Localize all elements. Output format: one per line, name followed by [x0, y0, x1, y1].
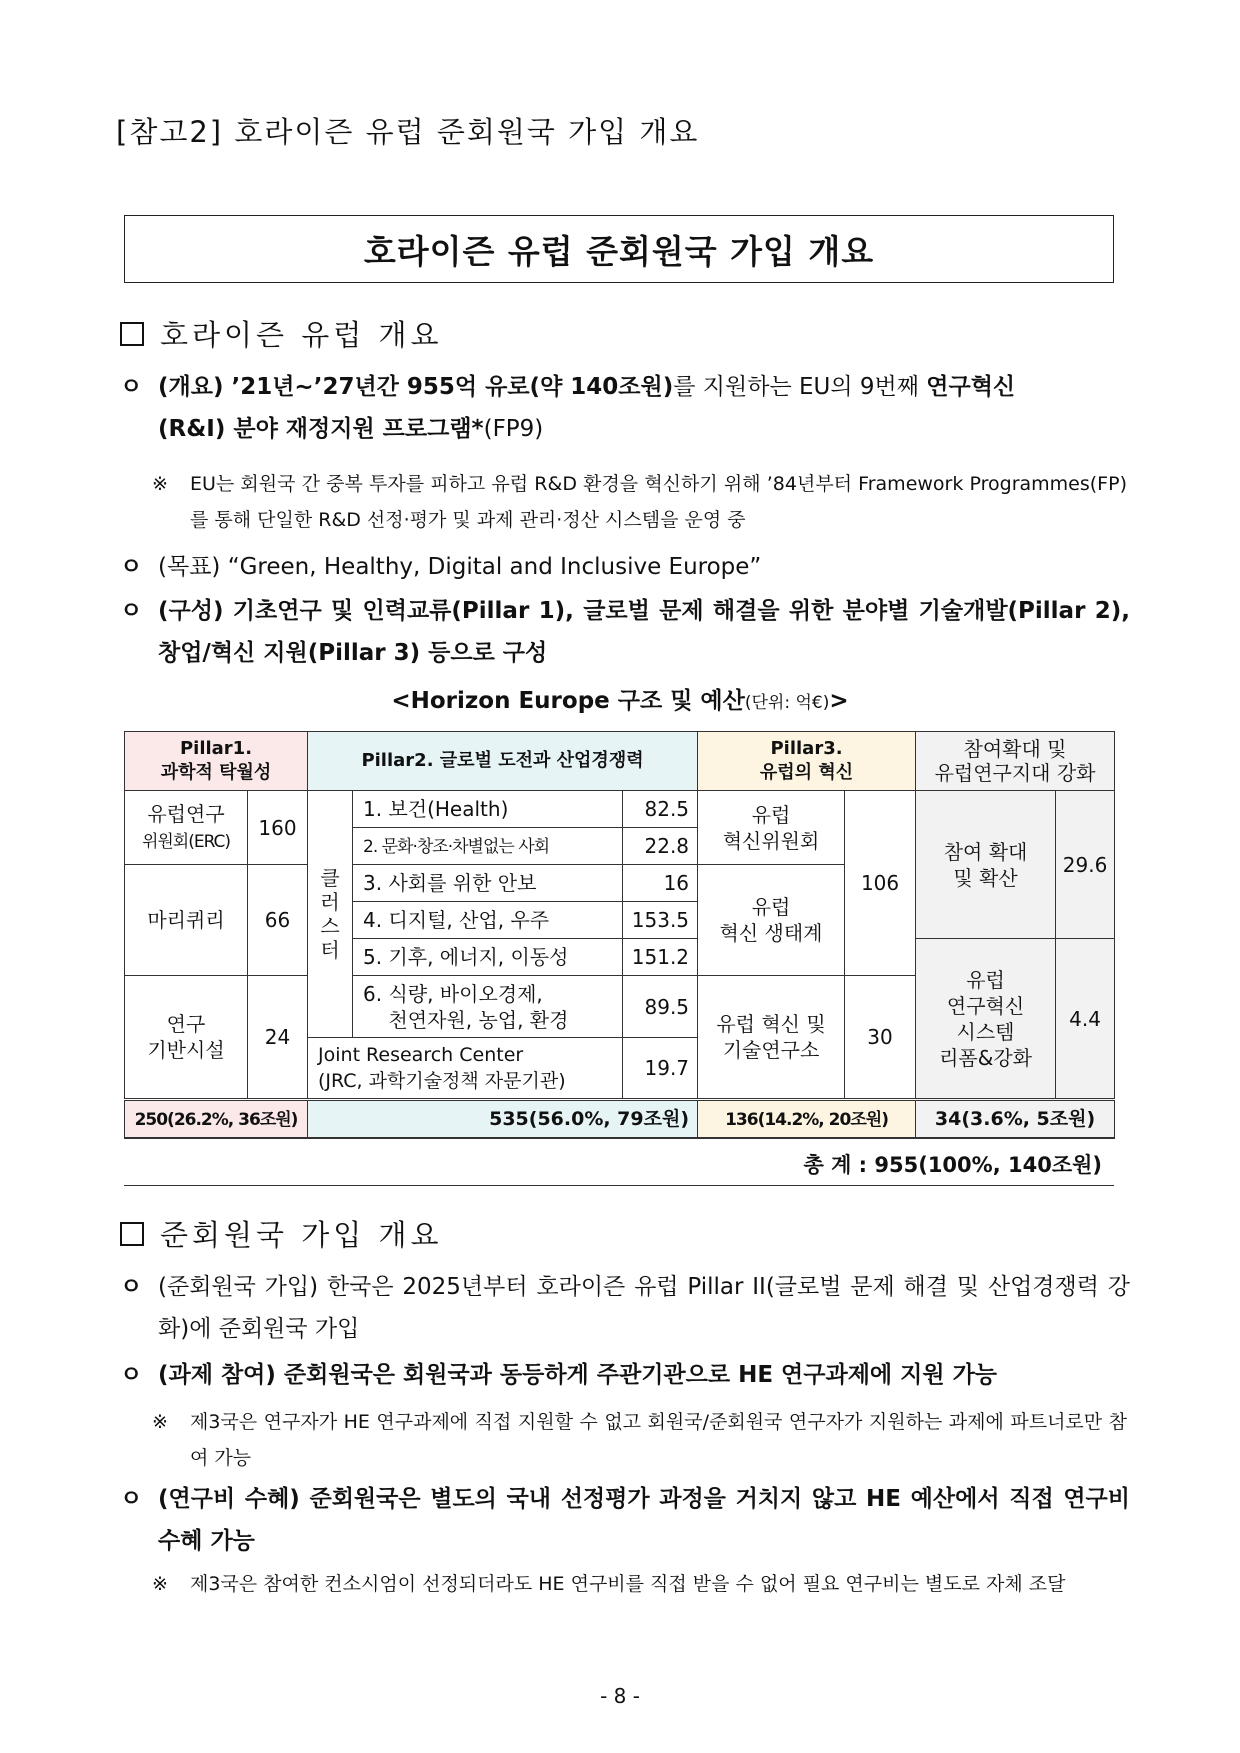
cluster-1-value: 82.5: [623, 791, 698, 828]
document-title-box: [124, 215, 1114, 283]
cluster-5-value: 151.2: [623, 939, 698, 976]
note-marker: ※: [152, 1411, 168, 1433]
note-framework: [152, 466, 1127, 538]
header-pillar1: Pillar1. 과학적 탁월성: [125, 732, 308, 791]
pillar3-eit-label: 유럽 혁신 및 기술연구소: [698, 976, 845, 1100]
jrc-value: 19.7: [623, 1038, 698, 1100]
note-text: 제3국은 참여한 컨소시엄이 선정되더라도 HE 연구비를 직접 받을 수 없어 필요 연구비는 별도로 자체 조달: [190, 1573, 1066, 1595]
bullet-structure: [120, 590, 1130, 674]
bullet-text: (구성) 기초연구 및 인력교류(Pillar 1), 글로벌 문제 해결을 위한 분야별 기술개발(Pillar 2), 창업/혁신 지원(Pillar 3) 등으로 구성: [158, 598, 1130, 666]
pillar3-ecosystem-label: 유럽 혁신 생태계: [698, 865, 845, 976]
horizon-europe-budget-table: [124, 731, 1115, 1139]
pillar4-reform-value: 4.4: [1056, 939, 1115, 1100]
jrc-label: Joint Research Center (JRC, 과학기술정책 자문기관): [308, 1038, 623, 1100]
bullet-text: (과제 참여) 준회원국은 회원국과 동등하게 주관기관으로 HE 연구과제에 지원 가능: [158, 1362, 998, 1388]
table-caption: <Horizon Europe 구조 및 예산(단위: 억€)>: [391, 688, 849, 714]
total-pillar2: 535(56.0%, 79조원): [308, 1100, 698, 1139]
header-pillar4: 참여확대 및 유럽연구지대 강화: [916, 732, 1115, 791]
document-title: 호라이즌 유럽 준회원국 가입 개요: [363, 231, 875, 271]
note-marker: ※: [152, 473, 168, 495]
bullet-text: (준회원국 가입) 한국은 2025년부터 호라이즌 유럽 Pillar II(글로벌 문제 해결 및 산업경쟁력 강화)에 준회원국 가입: [158, 1274, 1130, 1342]
bullet-text: 연구혁신: [926, 374, 1016, 400]
bullet-marker: ㅇ: [120, 1362, 143, 1388]
header-pillar2: Pillar2. 글로벌 도전과 산업경쟁력: [308, 732, 698, 791]
pillar1-erc-label: 유럽연구 위원회(ERC): [125, 791, 248, 865]
section-heading-overview: 호라이즌 유럽 개요: [120, 313, 443, 354]
pillar4-widening-value: 29.6: [1056, 791, 1115, 939]
cluster-3-label: 3. 사회를 위한 안보: [353, 865, 623, 902]
bullet-funding: [120, 1478, 1130, 1562]
cluster-6-value: 89.5: [623, 976, 698, 1038]
bullet-text: (R&I) 분야 재정지원 프로그램*: [158, 416, 484, 442]
header-pillar3: Pillar3. 유럽의 혁신: [698, 732, 916, 791]
pillar4-widening-label: 참여 확대 및 확산: [916, 791, 1056, 939]
table-unit: (단위: 억€): [744, 693, 830, 713]
cluster-label: 클 러 스 터: [308, 791, 353, 1038]
note-third-country-funding: [152, 1566, 1127, 1602]
pillar1-erc-value: 160: [248, 791, 308, 865]
bullet-text: (연구비 수혜) 준회원국은 별도의 국내 선정평가 과정을 거치지 않고 HE 예산에서 직접 연구비 수혜 가능: [158, 1486, 1130, 1554]
note-third-country-participation: [152, 1404, 1127, 1476]
bullet-marker: ㅇ: [120, 554, 143, 580]
checkbox-icon: [120, 322, 144, 346]
cluster-4-value: 153.5: [623, 902, 698, 939]
pillar1-infra-label: 연구 기반시설: [125, 976, 248, 1100]
cluster-5-label: 5. 기후, 에너지, 이동성: [353, 939, 623, 976]
bullet-marker: ㅇ: [120, 1486, 143, 1512]
grand-total: 총 계 : 955(100%, 140조원): [124, 1146, 1114, 1186]
cluster-1-label: 1. 보건(Health): [353, 791, 623, 828]
note-text: 제3국은 연구자가 HE 연구과제에 직접 지원할 수 없고 회원국/준회원국 연구자가 지원하는 과제에 파트너로만 참여 가능: [190, 1411, 1127, 1469]
total-pillar1: 250(26.2%, 36조원): [125, 1100, 308, 1139]
note-text: EU는 회원국 간 중복 투자를 피하고 유럽 R&D 환경을 혁신하기 위해 ’84년부터 Framework Programmes(FP)를 통해 단일한 R&D 선정·평가 및 과제 관리·정산 시스템을 운영 중: [190, 473, 1127, 531]
total-pillar3: 136(14.2%, 20조원): [698, 1100, 916, 1139]
bullet-goal: [120, 546, 1130, 588]
bullet-text: 를 지원하는 EU의 9번째: [673, 374, 927, 400]
bullet-marker: ㅇ: [120, 598, 143, 624]
pillar1-mariecurie-label: 마리퀴리: [125, 865, 248, 976]
bullet-marker: ㅇ: [120, 1274, 143, 1300]
page-number: - 8 -: [600, 1684, 640, 1708]
bullet-text: (FP9): [483, 416, 544, 442]
bullet-association: [120, 1266, 1130, 1350]
cluster-2-label: 2. 문화·창조·차별없는 사회: [353, 828, 623, 865]
cluster-6-label: 6. 식량, 바이오경제, 천연자원, 농업, 환경: [353, 976, 623, 1038]
bullet-text: (개요) ’21년~’27년간 955억 유로(약 140조원): [158, 374, 674, 400]
cluster-4-label: 4. 디지털, 산업, 우주: [353, 902, 623, 939]
pillar4-reform-label: 유럽 연구혁신 시스템 리폼&강화: [916, 939, 1056, 1100]
cluster-2-value: 22.8: [623, 828, 698, 865]
bullet-text: (목표) “Green, Healthy, Digital and Inclusive Europe”: [158, 554, 762, 580]
pillar3-eit-value: 30: [845, 976, 916, 1100]
pillar3-shared-value: 106: [845, 791, 916, 976]
pillar1-infra-value: 24: [248, 976, 308, 1100]
reference-title: [참고2] 호라이즌 유럽 준회원국 가입 개요: [116, 115, 700, 149]
note-marker: ※: [152, 1573, 168, 1595]
pillar1-mariecurie-value: 66: [248, 865, 308, 976]
bullet-marker: ㅇ: [120, 374, 143, 400]
section-heading-associate: 준회원국 가입 개요: [120, 1213, 443, 1254]
pillar3-eic-label: 유럽 혁신위원회: [698, 791, 845, 865]
cluster-3-value: 16: [623, 865, 698, 902]
bullet-participation: [120, 1354, 1130, 1396]
total-pillar4: 34(3.6%, 5조원): [916, 1100, 1115, 1139]
checkbox-icon: [120, 1222, 144, 1246]
bullet-overview: [120, 366, 1130, 450]
